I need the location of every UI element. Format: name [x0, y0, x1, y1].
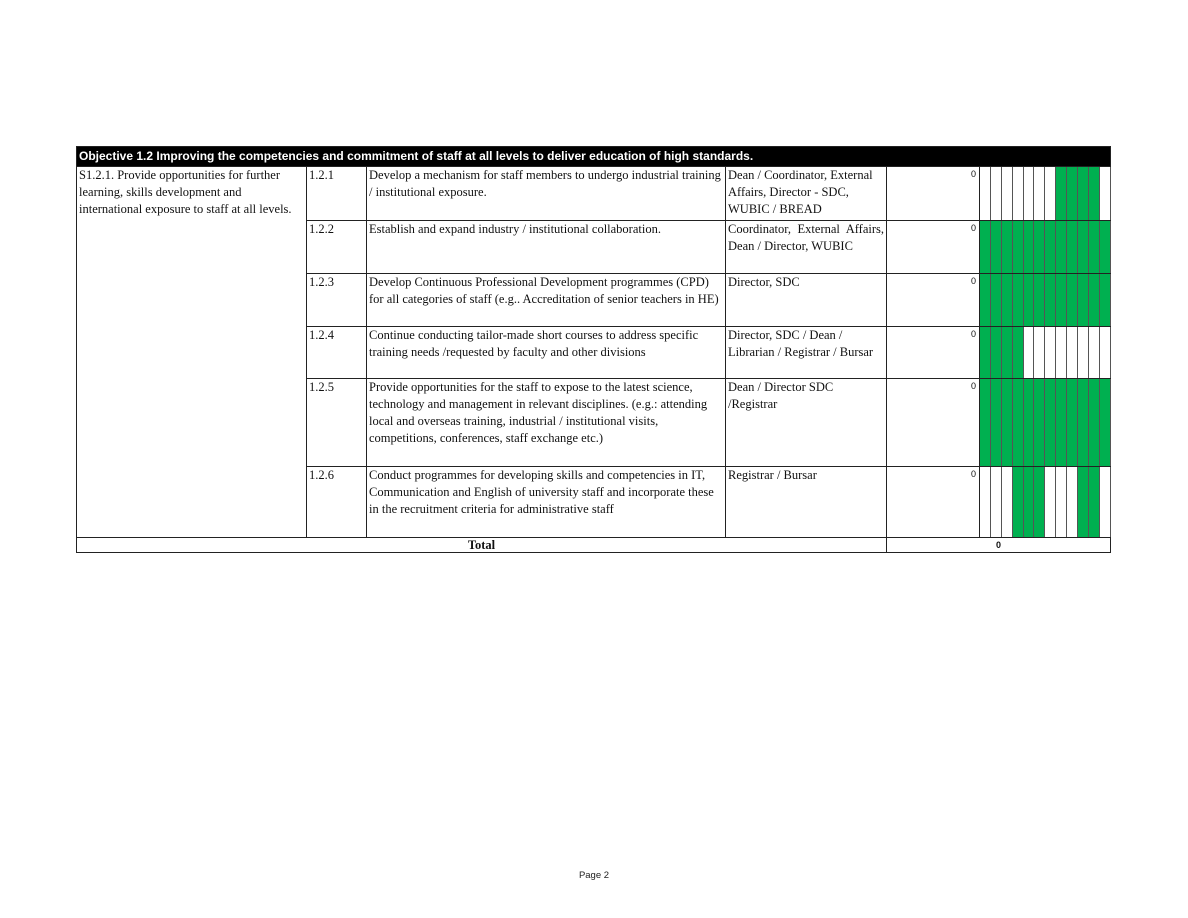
timeline-cell-active — [990, 327, 1001, 379]
timeline-cell-inactive — [1045, 467, 1056, 538]
responsible-party: Director, SDC / Dean / Librarian / Registrar / Bursar — [726, 327, 887, 379]
responsible-party: Dean / Director SDC /Registrar — [726, 379, 887, 467]
budget-value: 0 — [887, 167, 980, 221]
timeline-cell-active — [1023, 467, 1034, 538]
objective-title: Objective 1.2 Improving the competencies and commitment of staff at all levels to deliver education of high standards. — [77, 147, 1111, 167]
timeline-cell-active — [1099, 274, 1110, 327]
timeline-cell-active — [1034, 274, 1045, 327]
total-value: 0 — [887, 538, 1111, 553]
budget-value: 0 — [887, 379, 980, 467]
timeline-cell-active — [1088, 379, 1099, 467]
activity-id: 1.2.1 — [307, 167, 367, 221]
timeline-cell-inactive — [1056, 327, 1067, 379]
timeline-cell-active — [1056, 274, 1067, 327]
timeline-cell-active — [1078, 274, 1089, 327]
timeline-cell-inactive — [1034, 327, 1045, 379]
timeline-cell-active — [1023, 274, 1034, 327]
timeline-cell-active — [1056, 379, 1067, 467]
timeline-cell-inactive — [1099, 167, 1110, 221]
timeline-cell-inactive — [1012, 167, 1023, 221]
timeline-cell-active — [1023, 379, 1034, 467]
timeline-cell-active — [1099, 379, 1110, 467]
timeline-cell-inactive — [1078, 327, 1089, 379]
timeline-cell-inactive — [1045, 327, 1056, 379]
timeline-cell-inactive — [1067, 327, 1078, 379]
timeline-cell-active — [1056, 221, 1067, 274]
timeline-cell-active — [1001, 379, 1012, 467]
timeline-cell-inactive — [1045, 167, 1056, 221]
timeline-cell-active — [1012, 327, 1023, 379]
timeline-cell-active — [1088, 274, 1099, 327]
timeline-cell-active — [1012, 379, 1023, 467]
timeline-cell-active — [1012, 274, 1023, 327]
activity-row — [77, 167, 1111, 221]
timeline-cell-active — [1088, 221, 1099, 274]
activity-id: 1.2.6 — [307, 467, 367, 538]
timeline-cell-inactive — [1001, 167, 1012, 221]
activity-description: Conduct programmes for developing skills and competencies in IT, Communication and English of university staff and incorporate these in the recruitment criteria for administrative staff — [367, 467, 726, 538]
timeline-cell-active — [990, 379, 1001, 467]
timeline-cell-active — [1045, 379, 1056, 467]
timeline-cell-inactive — [1023, 327, 1034, 379]
timeline-cell-active — [1023, 221, 1034, 274]
budget-value: 0 — [887, 467, 980, 538]
timeline-cell-inactive — [1099, 467, 1110, 538]
timeline-cell-active — [1067, 221, 1078, 274]
timeline-cell-active — [1067, 167, 1078, 221]
timeline-cell-inactive — [1001, 467, 1012, 538]
timeline-cell-active — [1088, 467, 1099, 538]
activity-id: 1.2.5 — [307, 379, 367, 467]
timeline-cell-active — [980, 327, 991, 379]
timeline-cell-active — [1067, 379, 1078, 467]
responsible-party: Registrar / Bursar — [726, 467, 887, 538]
timeline-cell-active — [1056, 167, 1067, 221]
activity-description: Establish and expand industry / institutional collaboration. — [367, 221, 726, 274]
activity-id: 1.2.2 — [307, 221, 367, 274]
timeline-cell-active — [980, 221, 991, 274]
timeline-cell-active — [980, 274, 991, 327]
activity-description: Develop a mechanism for staff members to undergo industrial training / institutional exposure. — [367, 167, 726, 221]
activity-description: Continue conducting tailor-made short courses to address specific training needs /requested by faculty and other divisions — [367, 327, 726, 379]
timeline-cell-active — [1045, 274, 1056, 327]
timeline-cell-active — [1034, 379, 1045, 467]
activity-id: 1.2.3 — [307, 274, 367, 327]
timeline-cell-active — [1001, 221, 1012, 274]
timeline-cell-active — [990, 221, 1001, 274]
timeline-cell-active — [1088, 167, 1099, 221]
budget-value: 0 — [887, 221, 980, 274]
timeline-cell-inactive — [1099, 327, 1110, 379]
timeline-cell-active — [990, 274, 1001, 327]
timeline-cell-inactive — [1088, 327, 1099, 379]
objective-header-row — [77, 147, 1111, 167]
timeline-cell-inactive — [990, 167, 1001, 221]
timeline-cell-inactive — [980, 167, 991, 221]
timeline-cell-active — [1034, 467, 1045, 538]
timeline-cell-active — [1012, 467, 1023, 538]
activity-description: Provide opportunities for the staff to expose to the latest science, technology and management in relevant disciplines. (e.g.: attending local and overseas training, industrial / institutional visits, competitions, conferences, staff exchange etc.) — [367, 379, 726, 467]
total-row — [77, 538, 1111, 553]
activity-id: 1.2.4 — [307, 327, 367, 379]
timeline-cell-active — [1034, 221, 1045, 274]
page-number: Page 2 — [578, 870, 610, 881]
timeline-cell-inactive — [990, 467, 1001, 538]
timeline-cell-active — [980, 379, 991, 467]
timeline-cell-active — [1045, 221, 1056, 274]
timeline-cell-active — [1078, 221, 1089, 274]
responsible-party: Coordinator, External Affairs, Dean / Director, WUBIC — [726, 221, 887, 274]
timeline-cell-inactive — [1056, 467, 1067, 538]
timeline-cell-inactive — [980, 467, 991, 538]
responsible-party: Dean / Coordinator, External Affairs, Director - SDC, WUBIC / BREAD — [726, 167, 887, 221]
timeline-cell-active — [1078, 379, 1089, 467]
timeline-cell-inactive — [1067, 467, 1078, 538]
timeline-cell-active — [1099, 221, 1110, 274]
responsible-party: Director, SDC — [726, 274, 887, 327]
budget-value: 0 — [887, 327, 980, 379]
timeline-cell-active — [1001, 274, 1012, 327]
timeline-cell-active — [1078, 167, 1089, 221]
activity-description: Develop Continuous Professional Development programmes (CPD) for all categories of staff (e.g.. Accreditation of senior teachers in HE) — [367, 274, 726, 327]
timeline-cell-inactive — [1023, 167, 1034, 221]
timeline-cell-active — [1078, 467, 1089, 538]
timeline-cell-active — [1067, 274, 1078, 327]
timeline-cell-active — [1001, 327, 1012, 379]
timeline-cell-active — [1012, 221, 1023, 274]
total-label: Total — [77, 538, 887, 553]
timeline-cell-inactive — [1034, 167, 1045, 221]
strategy-cell: S1.2.1. Provide opportunities for further learning, skills development and international exposure to staff at all levels. — [77, 167, 307, 538]
action-plan-table — [76, 146, 1111, 553]
budget-value: 0 — [887, 274, 980, 327]
